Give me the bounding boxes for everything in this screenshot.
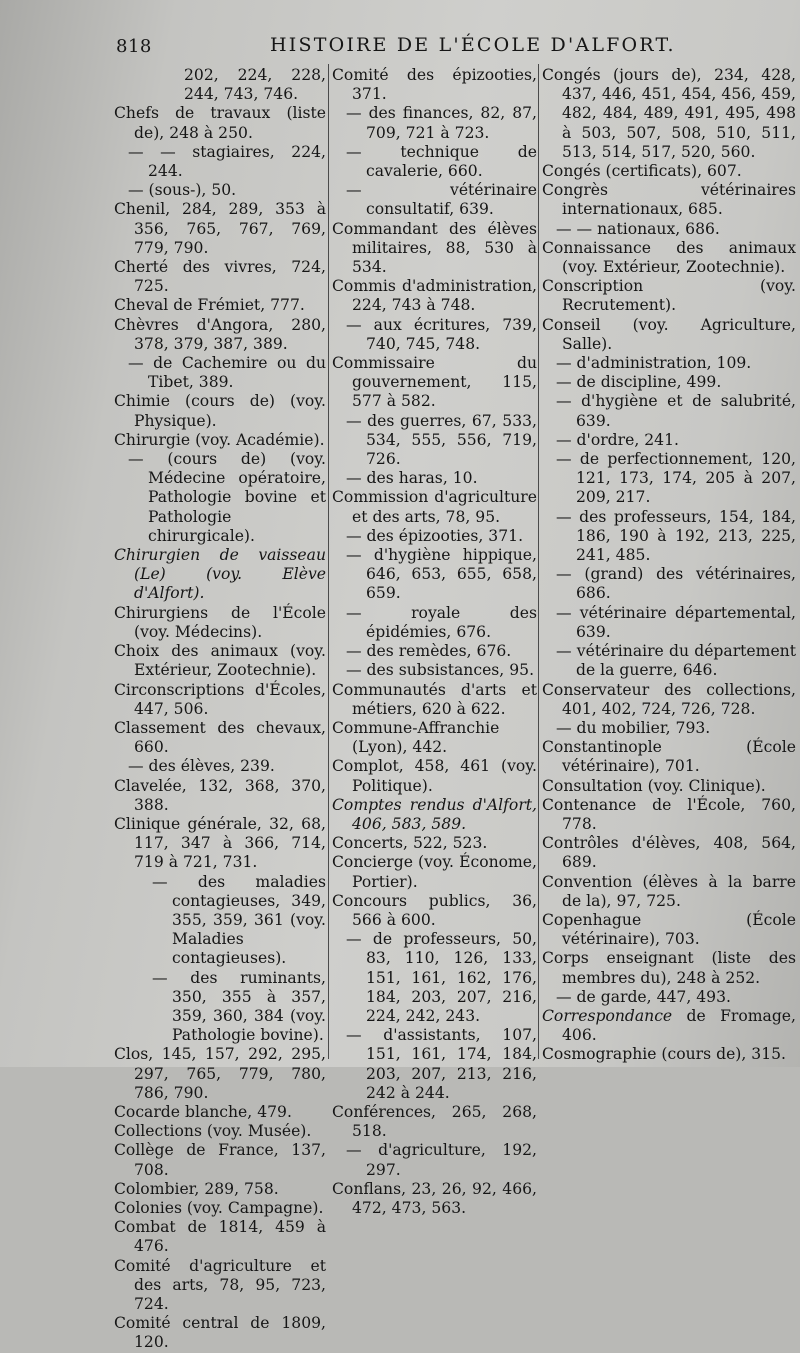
index-entry: — des épizooties, 371.: [346, 526, 524, 545]
column-divider: [328, 64, 329, 1059]
index-entry: — vétérinaire du département de la guerre, 646.: [556, 642, 796, 680]
index-entry: Combat de 1814, 459 à 476.: [114, 1218, 326, 1256]
index-entry: Conscription (voy. Recrutement).: [542, 277, 796, 315]
index-entry: Correspondance de Fromage, 406.: [542, 1006, 796, 1045]
index-entry: — technique de cavalerie, 660.: [346, 142, 537, 181]
index-entry: Consultation (voy. Clinique).: [542, 776, 766, 795]
index-entry: — vétérinaire départemental, 639.: [556, 603, 796, 641]
index-entry: Commissaire du gouvernement, 115, 577 à 582.: [332, 354, 537, 411]
index-entry: Chirurgien de vaisseau (Le) (voy. Elève d'Alfort).: [114, 546, 326, 603]
index-entry: Conflans, 23, 26, 92, 466, 472, 473, 563.: [332, 1179, 537, 1217]
index-entry: Connaissance des animaux (voy. Extérieur, Zootechnie).: [542, 238, 796, 277]
index-entry: Complot, 458, 461 (voy. Politique).: [332, 757, 537, 795]
index-entry: Classement des chevaux, 660.: [114, 718, 326, 757]
index-entry: Clos, 145, 157, 292, 295, 297, 765, 779, 780, 786, 790.: [114, 1045, 326, 1102]
index-entry: Circonscriptions d'Écoles, 447, 506.: [114, 680, 326, 718]
index-entry: — vétérinaire consultatif, 639.: [346, 181, 537, 219]
index-entry: — des haras, 10.: [346, 469, 478, 488]
index-entry: — de Cachemire ou du Tibet, 389.: [128, 354, 326, 392]
index-entry: Collège de France, 137, 708.: [114, 1141, 326, 1179]
index-entry: — des remèdes, 676.: [346, 642, 512, 661]
index-entry: 202, 224, 228, 244, 743, 746.: [184, 66, 326, 104]
index-entry: Cheval de Frémiet, 777.: [114, 296, 305, 315]
index-column-2: [332, 66, 537, 1217]
index-column-3: [542, 66, 796, 1066]
index-entry: — d'ordre, 241.: [556, 430, 679, 449]
index-entry: — — nationaux, 686.: [556, 219, 720, 238]
index-entry: Colombier, 289, 758.: [114, 1179, 279, 1198]
index-entry: — des subsistances, 95.: [346, 661, 535, 680]
index-entry: Commission d'agriculture et des arts, 78, 95.: [332, 488, 537, 526]
index-entry: Cherté des vivres, 724, 725.: [114, 258, 326, 296]
index-entry: — de perfectionnement, 120, 121, 173, 174, 205 à 207, 209, 217.: [556, 450, 796, 507]
index-entry: Choix des animaux (voy. Extérieur, Zootechnie).: [114, 642, 326, 680]
index-entry: Cosmographie (cours de), 315.: [542, 1045, 787, 1064]
index-entry: Conférences, 265, 268, 518.: [332, 1102, 537, 1141]
index-entry: Concerts, 522, 523.: [332, 834, 488, 853]
index-entry: Comité des épizooties, 371.: [332, 66, 537, 104]
index-entry: Comité d'agriculture et des arts, 78, 95, 723, 724.: [114, 1256, 326, 1313]
page-number: 818: [116, 36, 152, 57]
index-entry: Chenil, 284, 289, 353 à 356, 765, 767, 769, 779, 790.: [114, 200, 326, 257]
index-entry: — des ruminants, 350, 355 à 357, 359, 360, 384 (voy. Pathologie bovine).: [152, 968, 326, 1045]
index-entry: — aux écritures, 739, 740, 745, 748.: [346, 315, 537, 353]
index-entry: Conseil (voy. Agriculture, Salle).: [542, 315, 796, 353]
index-entry: Convention (élèves à la barre de la), 97, 725.: [542, 872, 796, 910]
column-divider: [538, 64, 539, 1059]
index-entry: Communautés d'arts et métiers, 620 à 622.: [332, 680, 537, 718]
index-column-1: [114, 66, 326, 1352]
index-entry: — (cours de) (voy. Médecine opératoire, Pathologie bovine et Pathologie chirurgicale).: [128, 450, 326, 545]
index-entry: Cocarde blanche, 479.: [114, 1102, 292, 1121]
index-entry: — de garde, 447, 493.: [556, 987, 731, 1006]
index-entry: Concours publics, 36, 566 à 600.: [332, 891, 537, 929]
index-entry: Chimie (cours de) (voy. Physique).: [114, 392, 326, 430]
index-entry: Congés (certificats), 607.: [542, 162, 742, 181]
index-entry: Commune-Affranchie (Lyon), 442.: [332, 718, 500, 757]
index-entry: Copenhague (École vétérinaire), 703.: [542, 910, 796, 949]
index-entry: — (grand) des vétérinaires, 686.: [556, 565, 796, 603]
index-entry: Commis d'administration, 224, 743 à 748.: [332, 277, 537, 315]
index-entry: — d'assistants, 107, 151, 161, 174, 184, 203, 207, 213, 216, 242 à 244.: [346, 1026, 537, 1102]
index-entry: — d'agriculture, 192, 297.: [346, 1141, 537, 1179]
index-entry: Chirurgiens de l'École (voy. Médecins).: [114, 603, 326, 641]
index-entry: — des maladies contagieuses, 349, 355, 359, 361 (voy. Maladies contagieuses).: [152, 872, 326, 968]
index-entry: Comptes rendus d'Alfort, 406, 583, 589.: [332, 795, 537, 833]
index-entry: — royale des épidémies, 676.: [346, 603, 537, 641]
index-entry: — de professeurs, 50, 83, 110, 126, 133, 151, 161, 162, 176, 184, 203, 207, 216, 224, 242, 243.: [346, 930, 537, 1025]
index-entry: Conservateur des collections, 401, 402, 724, 726, 728.: [542, 680, 796, 718]
index-entry: Chefs de travaux (liste de), 248 à 250.: [114, 104, 326, 142]
index-entry: Corps enseignant (liste des membres du), 248 à 252.: [542, 949, 796, 987]
index-entry: — d'hygiène hippique, 646, 653, 655, 658, 659.: [346, 546, 537, 603]
index-entry: — de discipline, 499.: [556, 373, 722, 392]
index-entry: Comité central de 1809, 120.: [114, 1314, 326, 1352]
page-header: [0, 30, 800, 58]
index-entry: Chirurgie (voy. Académie).: [114, 430, 325, 449]
index-entry: Contrôles d'élèves, 408, 564, 689.: [542, 834, 796, 872]
index-entry: Congrès vétérinaires internationaux, 685.: [542, 181, 796, 219]
index-entry: — d'administration, 109.: [556, 354, 752, 373]
index-entry: Constantinople (École vétérinaire), 701.: [542, 738, 796, 776]
index-entry: Collections (voy. Musée).: [114, 1122, 312, 1141]
index-entry: Congés (jours de), 234, 428, 437, 446, 451, 454, 456, 459, 482, 484, 489, 491, 495, 498 à 503, 507, 508, 510, 511, 513, 514, 517, 520, 560.: [542, 66, 796, 161]
index-entry: Commandant des élèves militaires, 88, 530 à 534.: [332, 219, 537, 277]
index-entry: — — stagiaires, 224, 244.: [128, 142, 326, 181]
index-entry: — des professeurs, 154, 184, 186, 190 à 192, 213, 225, 241, 485.: [556, 507, 796, 565]
index-entry: Chèvres d'Angora, 280, 378, 379, 387, 389.: [114, 315, 326, 353]
index-entry: — du mobilier, 793.: [556, 718, 711, 737]
index-entry: Clinique générale, 32, 68, 117, 347 à 366, 714, 719 à 721, 731.: [114, 814, 326, 872]
index-entry: Contenance de l'École, 760, 778.: [542, 795, 796, 833]
index-entry: — des élèves, 239.: [128, 757, 275, 776]
running-title: HISTOIRE DE L'ÉCOLE D'ALFORT.: [270, 34, 676, 56]
index-entry: Colonies (voy. Campagne).: [114, 1198, 324, 1217]
index-entry: Concierge (voy. Économe, Portier).: [332, 853, 537, 891]
index-entry: — (sous-), 50.: [128, 181, 237, 200]
index-entry: Clavelée, 132, 368, 370, 388.: [114, 776, 326, 814]
index-entry: — des guerres, 67, 533, 534, 555, 556, 719, 726.: [346, 411, 537, 469]
index-entry: — des finances, 82, 87, 709, 721 à 723.: [346, 104, 537, 142]
index-entry: — d'hygiène et de salubrité, 639.: [556, 392, 796, 430]
